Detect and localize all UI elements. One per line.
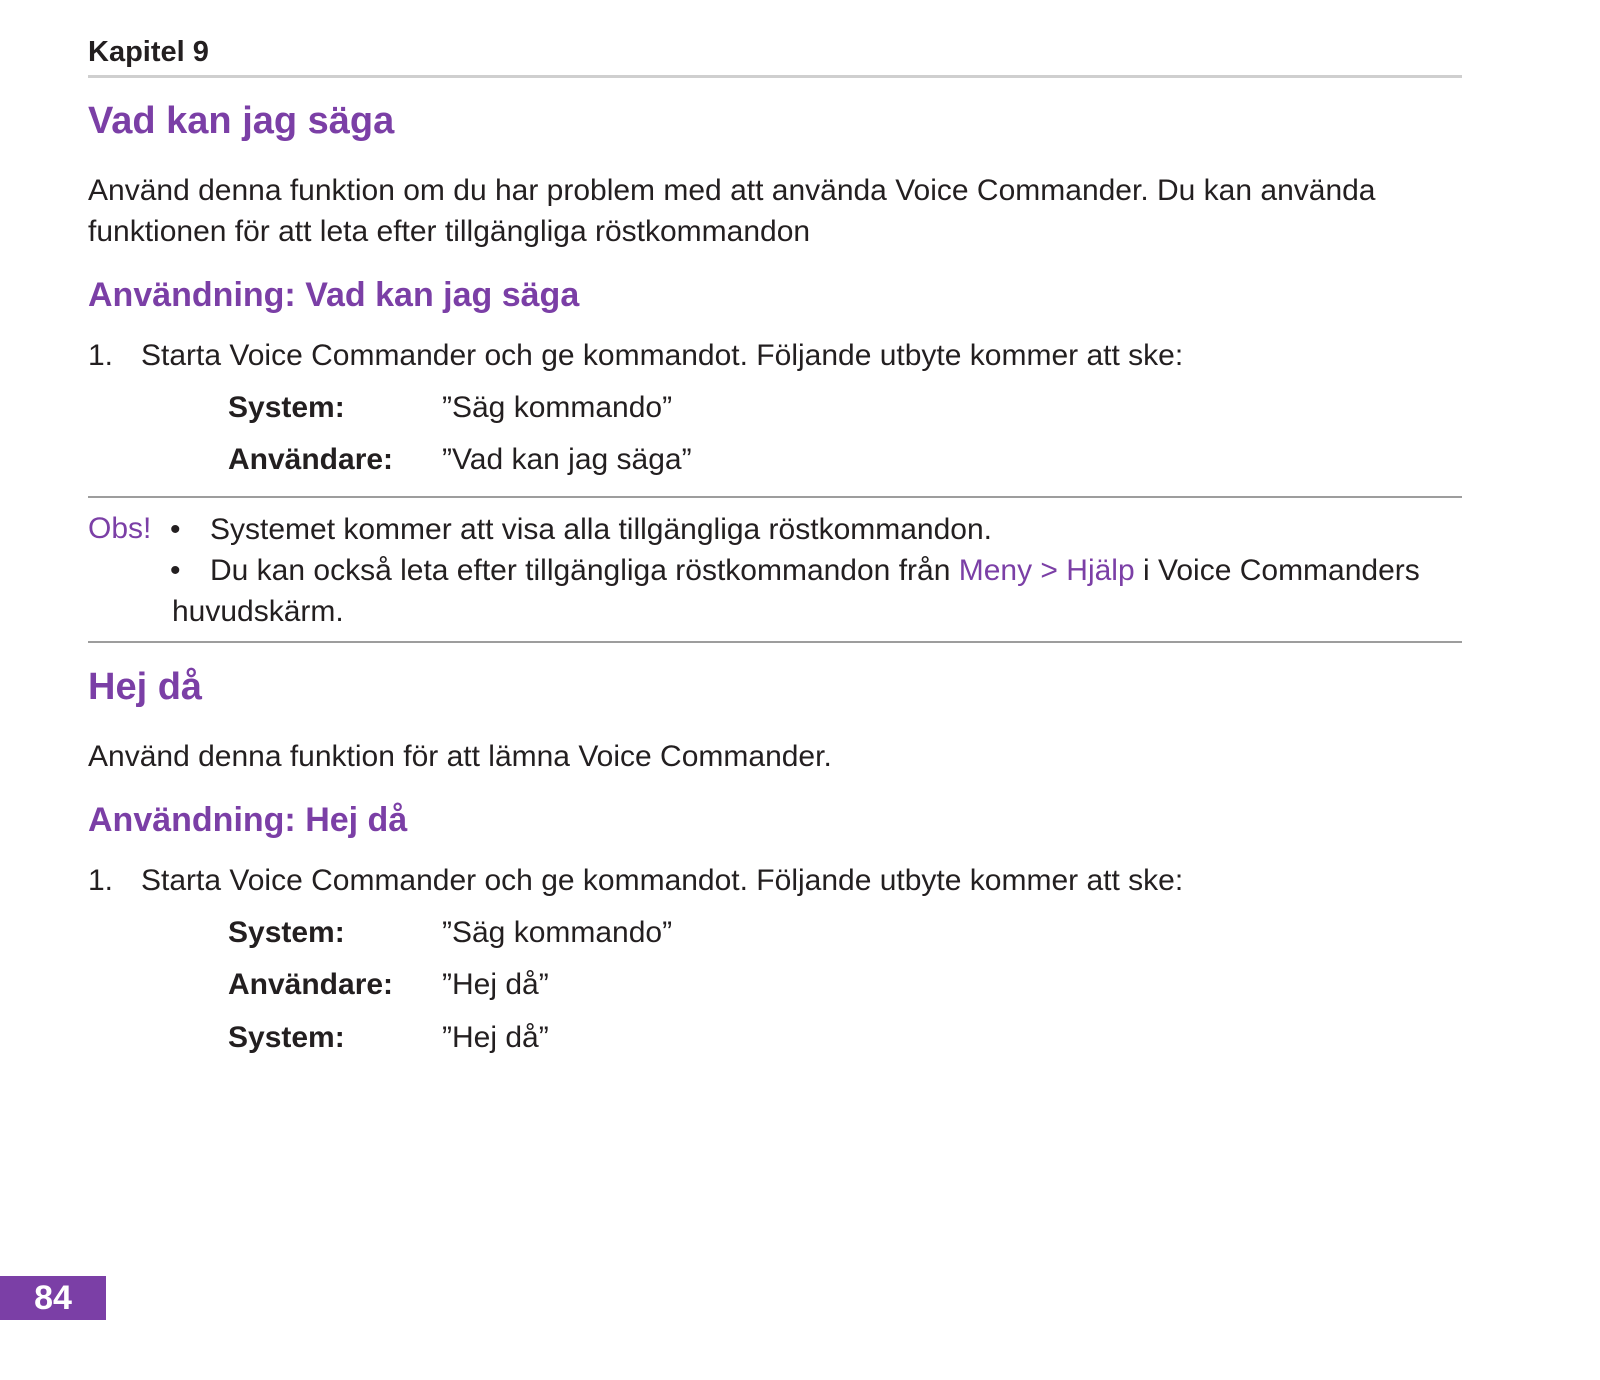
section1-intro-line2: funktionen för att leta efter tillgängliga röstkommandon [88, 215, 811, 248]
section2-intro: Använd denna funktion för att lämna Voice Commander. [88, 740, 832, 773]
header-rule [88, 75, 1462, 78]
section-title-vad-kan-jag-saga: Vad kan jag säga [88, 100, 395, 142]
bullet-text [210, 550, 1420, 591]
bullet-text-before: Du kan också leta efter tillgängliga röstkommandon från [210, 554, 959, 587]
bullet-text: Systemet kommer att visa alla tillgängliga röstkommandon. [210, 513, 992, 546]
dialog-role: System: [228, 391, 345, 424]
dialog-role: System: [228, 916, 345, 949]
dialog-text: ”Vad kan jag säga” [442, 443, 692, 476]
bullet-text-after: i Voice Commanders [1134, 554, 1420, 587]
bullet-icon: • [170, 513, 181, 546]
note-bottom-rule [88, 641, 1462, 643]
note-top-rule [88, 496, 1462, 498]
page-number: 84 [34, 1279, 72, 1317]
step-text: Starta Voice Commander och ge kommandot. Följande utbyte kommer att ske: [141, 339, 1184, 372]
dialog-text: ”Hej då” [442, 968, 549, 1001]
section-title-hej-da: Hej då [88, 666, 203, 708]
bullet-icon: • [170, 554, 181, 587]
dialog-text: ”Hej då” [442, 1021, 549, 1054]
note-label: Obs! [88, 512, 152, 545]
dialog-role: System: [228, 1021, 345, 1054]
section1-intro [88, 170, 1462, 252]
dialog-text: ”Säg kommando” [442, 916, 673, 949]
chapter-label: Kapitel 9 [88, 36, 209, 68]
note-bullet-2-continuation: huvudskärm. [172, 595, 344, 628]
page-number-badge [0, 1276, 106, 1320]
section2-usage-title: Användning: Hej då [88, 801, 408, 839]
dialog-role: Användare: [228, 968, 394, 1001]
step-number: 1. [88, 864, 114, 897]
dialog-role: Användare: [228, 443, 394, 476]
section1-usage-title: Användning: Vad kan jag säga [88, 276, 580, 314]
step-number: 1. [88, 339, 114, 372]
menu-path-reference: Meny > Hjälp [958, 554, 1135, 587]
dialog-text: ”Säg kommando” [442, 391, 673, 424]
section1-intro-line1: Använd denna funktion om du har problem med att använda Voice Commander. Du kan använda [88, 174, 1376, 207]
step-text: Starta Voice Commander och ge kommandot. Följande utbyte kommer att ske: [141, 864, 1184, 897]
